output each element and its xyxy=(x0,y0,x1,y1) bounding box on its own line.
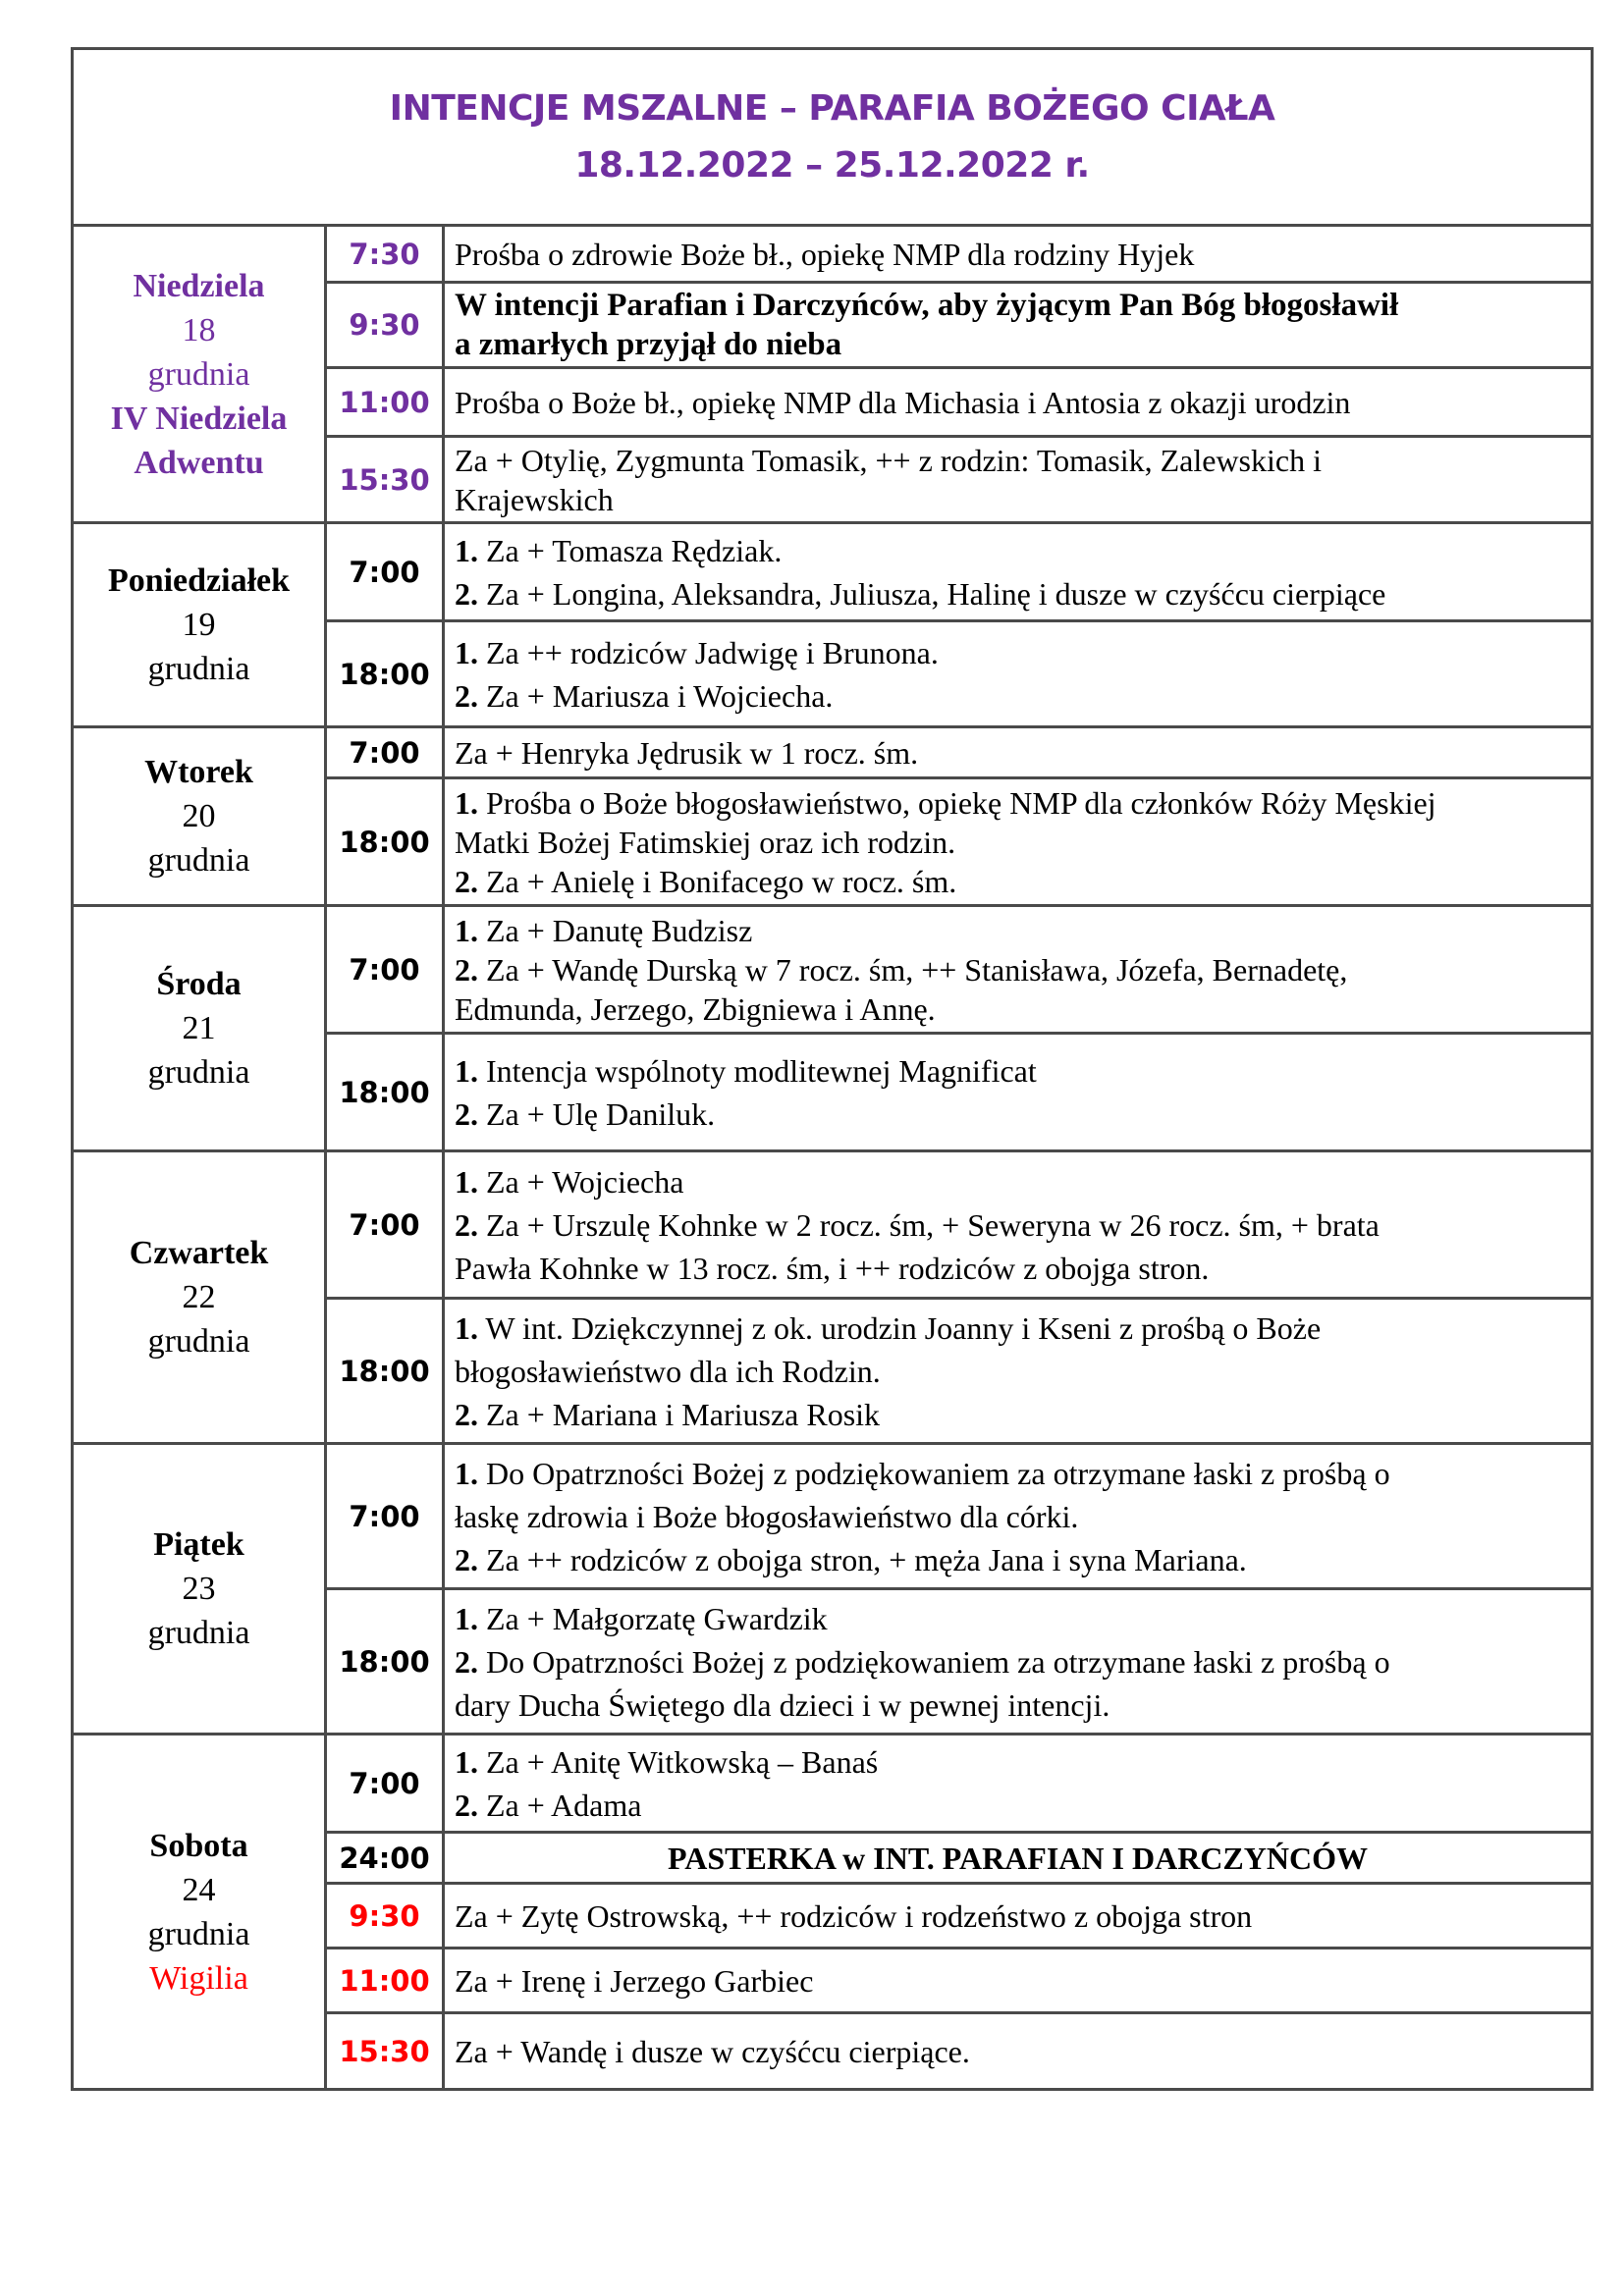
mass-intention xyxy=(444,1735,1593,1833)
intention-text: Za + Mariana i Mariusza Rosik xyxy=(478,1396,881,1432)
intention-number: 2. xyxy=(455,1541,478,1577)
mass-intention xyxy=(444,1299,1593,1444)
mass-time: 18:00 xyxy=(326,621,444,727)
intention-number: 2. xyxy=(455,677,478,714)
day-name: Poniedziałek xyxy=(107,562,291,599)
intention-line: PASTERKA w INT. PARAFIAN I DARCZYŃCÓW xyxy=(668,1840,1368,1876)
header-row xyxy=(73,49,1593,226)
intention-text: Matki Bożej Fatimskiej oraz ich rodzin. xyxy=(455,824,956,860)
intention-text: Za + Anielę i Bonifacego w rocz. śm. xyxy=(478,863,957,899)
mass-time: 7:00 xyxy=(326,1444,444,1589)
intention-text: dary Ducha Świętego dla dzieci i w pewnej intencji. xyxy=(455,1686,1110,1723)
day-month: grudnia xyxy=(147,1054,250,1091)
mass-row xyxy=(73,727,1593,778)
intention-text: Prośba o Boże błogosławieństwo, opiekę NMP dla członków Róży Męskiej xyxy=(478,784,1436,821)
intention-number: 2. xyxy=(455,1206,478,1243)
day-extra: IV Niedziela xyxy=(110,400,288,437)
intention-line xyxy=(455,1160,1581,1203)
day-month: grudnia xyxy=(147,1323,250,1360)
intention-text: Za + Mariusza i Wojciecha. xyxy=(478,677,834,714)
mass-time: 7:00 xyxy=(326,1151,444,1299)
intention-line: Za + Wandę i dusze w czyśćcu cierpiące. xyxy=(455,2033,970,2069)
intention-number: 2. xyxy=(455,951,478,988)
day-extra: Wigilia xyxy=(149,1959,248,1997)
header-cell xyxy=(73,49,1593,226)
intention-number: 1. xyxy=(455,532,478,568)
intention-number: 1. xyxy=(455,1052,478,1089)
day-number: 20 xyxy=(182,798,216,834)
mass-time: 15:30 xyxy=(326,2013,444,2090)
mass-row xyxy=(73,1444,1593,1589)
intention-text: Do Opatrzności Bożej z podziękowaniem za otrzymane łaski z prośbą o xyxy=(478,1455,1390,1491)
day-cell-saturday xyxy=(73,1735,326,2090)
mass-time: 18:00 xyxy=(326,1589,444,1735)
intention-line xyxy=(455,862,1581,901)
day-number: 18 xyxy=(182,311,216,348)
day-name: Środa xyxy=(156,966,242,1002)
mass-intention xyxy=(444,1884,1593,1949)
day-month: grudnia xyxy=(147,355,250,393)
mass-time: 9:30 xyxy=(326,1884,444,1949)
mass-row xyxy=(73,226,1593,283)
mass-intention xyxy=(444,727,1593,778)
intention-number: 2. xyxy=(455,575,478,612)
intention-line xyxy=(455,911,1581,950)
day-cell-friday xyxy=(73,1444,326,1735)
intention-line: Za + Henryka Jędrusik w 1 rocz. śm. xyxy=(455,734,919,771)
intention-line: Krajewskich xyxy=(455,481,614,517)
day-name: Czwartek xyxy=(129,1235,269,1271)
intention-number: 2. xyxy=(455,1643,478,1680)
intention-line xyxy=(455,1307,1581,1350)
mass-time: 7:30 xyxy=(326,226,444,283)
intention-text: Za ++ rodziców Jadwigę i Brunona. xyxy=(478,634,939,670)
mass-time: 18:00 xyxy=(326,778,444,906)
intention-text: Pawła Kohnke w 13 rocz. śm, i ++ rodziców z obojga stron. xyxy=(455,1250,1210,1286)
intention-text: Edmunda, Jerzego, Zbigniewa i Annę. xyxy=(455,990,936,1027)
day-cell-monday xyxy=(73,523,326,727)
intention-text: łaskę zdrowia i Boże błogosławieństwo dla córki. xyxy=(455,1498,1079,1534)
mass-row xyxy=(73,906,1593,1034)
intention-text: Za + Ulę Daniluk. xyxy=(478,1095,716,1132)
intention-line xyxy=(455,1203,1581,1247)
intention-text: Za + Wojciecha xyxy=(478,1163,684,1200)
day-month: grudnia xyxy=(147,1915,250,1952)
mass-row xyxy=(73,1735,1593,1833)
day-number: 19 xyxy=(182,607,216,643)
mass-time: 11:00 xyxy=(326,1949,444,2013)
intention-number: 1. xyxy=(455,1743,478,1780)
mass-intention xyxy=(444,523,1593,621)
intention-number: 1. xyxy=(455,634,478,670)
mass-intention xyxy=(444,226,1593,283)
intention-line xyxy=(455,1495,1581,1538)
day-cell-wednesday xyxy=(73,906,326,1151)
intention-text: Za + Małgorzatę Gwardzik xyxy=(478,1600,828,1636)
mass-intention xyxy=(444,1444,1593,1589)
mass-time: 7:00 xyxy=(326,523,444,621)
mass-intention xyxy=(444,2013,1593,2090)
intention-number: 1. xyxy=(455,784,478,821)
intention-line xyxy=(455,1740,1581,1784)
intention-line xyxy=(455,1350,1581,1393)
mass-time: 15:30 xyxy=(326,437,444,523)
mass-intention xyxy=(444,1034,1593,1151)
intention-text: W int. Dziękczynnej z ok. urodzin Joanny i Kseni z prośbą o Boże xyxy=(478,1309,1322,1346)
intention-number: 1. xyxy=(455,1455,478,1491)
page-title: INTENCJE MSZALNE – PARAFIA BOŻEGO CIAŁA xyxy=(389,87,1275,129)
intention-line: a zmarłych przyjął do nieba xyxy=(455,327,842,362)
mass-time: 9:30 xyxy=(326,283,444,368)
intention-line xyxy=(455,529,1581,572)
intention-line xyxy=(455,1683,1581,1727)
day-number: 22 xyxy=(182,1279,216,1315)
intention-line: Prośba o Boże bł., opiekę NMP dla Michasia i Antosia z okazji urodzin xyxy=(455,384,1351,420)
intention-text: Do Opatrzności Bożej z podziękowaniem za otrzymane łaski z prośbą o xyxy=(478,1643,1390,1680)
mass-row xyxy=(73,523,1593,621)
intention-line xyxy=(455,989,1581,1029)
mass-time: 24:00 xyxy=(326,1833,444,1884)
day-month: grudnia xyxy=(147,1615,250,1651)
intention-line: W intencji Parafian i Darczyńców, aby żyjącym Pan Bóg błogosławił xyxy=(455,288,1399,323)
day-cell-tuesday xyxy=(73,727,326,906)
intention-number: 1. xyxy=(455,1600,478,1636)
intention-number: 1. xyxy=(455,912,478,948)
day-cell-sunday xyxy=(73,226,326,523)
intention-number: 2. xyxy=(455,1396,478,1432)
intention-line: Za + Irenę i Jerzego Garbiec xyxy=(455,1962,814,1999)
intention-line: Za + Otylię, Zygmunta Tomasik, ++ z rodzin: Tomasik, Zalewskich i xyxy=(455,442,1322,478)
intention-line: Za + Zytę Ostrowską, ++ rodziców i rodzeństwo z obojga stron xyxy=(455,1897,1253,1934)
intention-text: Za + Danutę Budzisz xyxy=(478,912,753,948)
day-number: 24 xyxy=(182,1871,216,1908)
intentions-sheet xyxy=(71,47,1591,2091)
mass-intention xyxy=(444,1151,1593,1299)
intention-text: Za + Anitę Witkowską – Banaś xyxy=(478,1743,879,1780)
mass-intention xyxy=(444,906,1593,1034)
intentions-table xyxy=(71,47,1594,2091)
day-number: 21 xyxy=(182,1010,216,1046)
intention-text: Za + Urszulę Kohnke w 2 rocz. śm, + Seweryna w 26 rocz. śm, + brata xyxy=(478,1206,1380,1243)
day-name: Sobota xyxy=(149,1827,248,1864)
intention-line xyxy=(455,823,1581,862)
intention-line xyxy=(455,631,1581,674)
intention-number: 1. xyxy=(455,1309,478,1346)
intention-line xyxy=(455,1247,1581,1290)
intention-line xyxy=(455,1049,1581,1093)
intention-line xyxy=(455,1784,1581,1827)
intention-text: Za + Tomasza Rędziak. xyxy=(478,532,783,568)
mass-time: 11:00 xyxy=(326,368,444,437)
day-extra: Adwentu xyxy=(134,444,264,481)
intention-line xyxy=(455,1538,1581,1581)
mass-time: 7:00 xyxy=(326,906,444,1034)
mass-time: 7:00 xyxy=(326,1735,444,1833)
intention-number: 2. xyxy=(455,1095,478,1132)
intention-text: Za + Adama xyxy=(478,1787,642,1823)
mass-intention xyxy=(444,1589,1593,1735)
mass-time: 18:00 xyxy=(326,1034,444,1151)
intention-line: Prośba o zdrowie Boże bł., opiekę NMP dla rodziny Hyjek xyxy=(455,236,1195,272)
intention-line xyxy=(455,950,1581,989)
day-month: grudnia xyxy=(147,842,250,879)
intention-line xyxy=(455,1597,1581,1640)
intention-number: 2. xyxy=(455,1787,478,1823)
intention-number: 2. xyxy=(455,863,478,899)
mass-time: 18:00 xyxy=(326,1299,444,1444)
day-cell-thursday xyxy=(73,1151,326,1444)
day-name: Piątek xyxy=(153,1526,244,1563)
intention-line xyxy=(455,572,1581,615)
intention-line xyxy=(455,1640,1581,1683)
mass-time: 7:00 xyxy=(326,727,444,778)
intention-line xyxy=(455,674,1581,718)
day-month: grudnia xyxy=(147,651,250,687)
mass-intention xyxy=(444,1833,1593,1884)
day-name: Niedziela xyxy=(133,267,265,304)
intention-line xyxy=(455,1452,1581,1495)
mass-row xyxy=(73,1151,1593,1299)
intention-text: Za ++ rodziców z obojga stron, + męża Jana i syna Mariana. xyxy=(478,1541,1247,1577)
intention-text: Za + Longina, Aleksandra, Juliusza, Halinę i dusze w czyśćcu cierpiące xyxy=(478,575,1386,612)
intention-text: Za + Wandę Durską w 7 rocz. śm, ++ Stanisława, Józefa, Bernadetę, xyxy=(478,951,1348,988)
mass-intention xyxy=(444,283,1593,368)
mass-intention xyxy=(444,621,1593,727)
mass-intention xyxy=(444,437,1593,523)
mass-intention xyxy=(444,1949,1593,2013)
intention-line xyxy=(455,1093,1581,1136)
mass-intention xyxy=(444,778,1593,906)
mass-intention xyxy=(444,368,1593,437)
date-range: 18.12.2022 – 25.12.2022 r. xyxy=(574,144,1090,186)
intention-text: Intencja wspólnoty modlitewnej Magnificat xyxy=(478,1052,1037,1089)
intention-text: błogosławieństwo dla ich Rodzin. xyxy=(455,1353,881,1389)
intention-number: 1. xyxy=(455,1163,478,1200)
intention-line xyxy=(455,783,1581,823)
day-number: 23 xyxy=(182,1571,216,1607)
intention-line xyxy=(455,1393,1581,1436)
day-name: Wtorek xyxy=(144,754,253,790)
